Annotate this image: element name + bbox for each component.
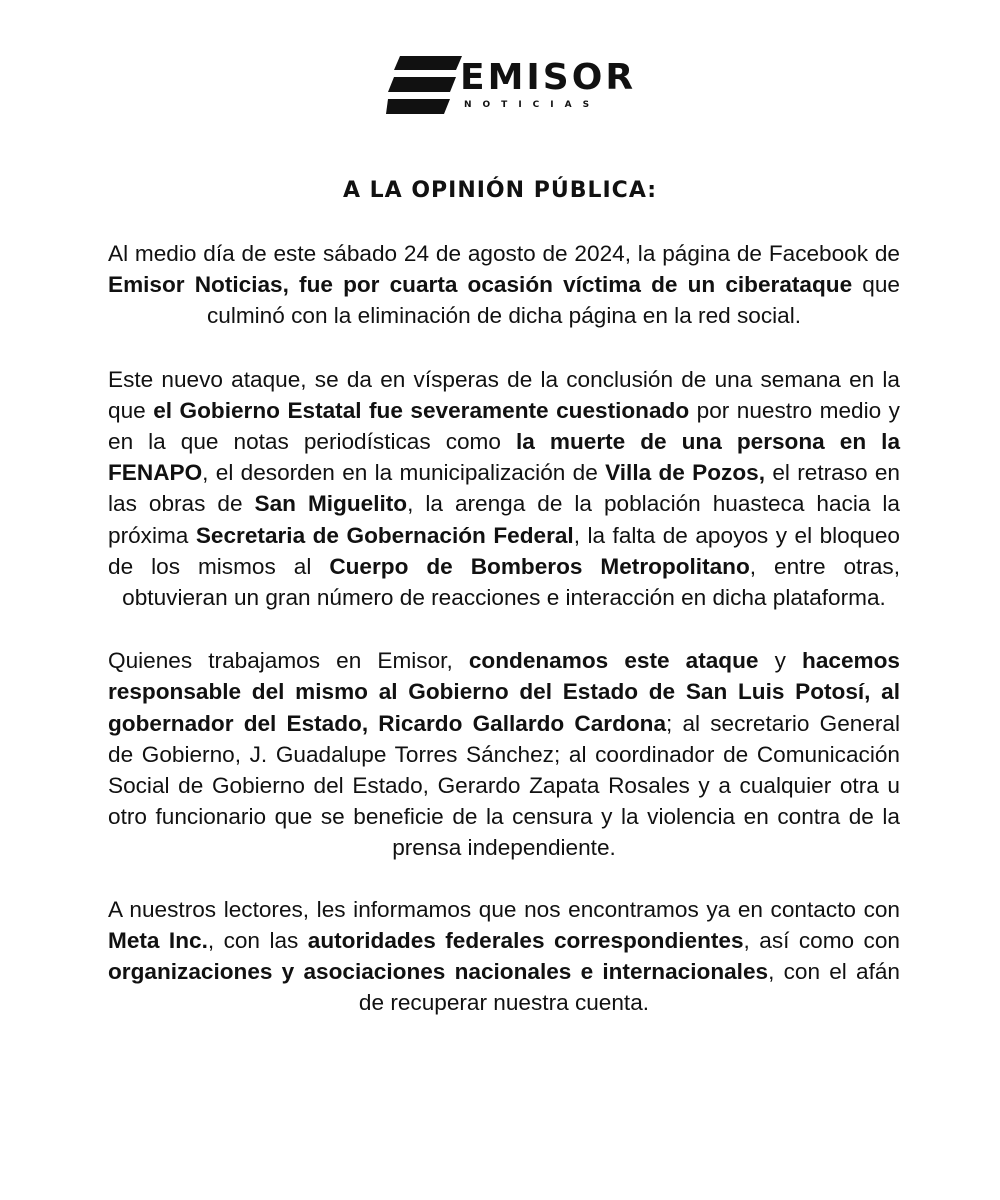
emphasis-run: Cuerpo de Bomberos Metropolitano bbox=[329, 553, 750, 579]
paragraph bbox=[108, 894, 900, 1019]
emphasis-run: Villa de Pozos, bbox=[605, 460, 765, 486]
paragraph bbox=[108, 645, 900, 863]
text-run: , la falta de apoyos y el bloqueo de los mismos al bbox=[108, 522, 900, 579]
emisor-logo bbox=[386, 56, 637, 120]
emphasis-run: hacemos responsable del mismo al Gobierno del Estado de San Luis Potosí, al gobernador del Estado, Ricardo Gallardo Cardona bbox=[108, 648, 900, 736]
text-run: Este nuevo ataque, se da en vísperas de la conclusión de una semana en la que bbox=[108, 366, 900, 423]
text-run: , así como con bbox=[743, 927, 900, 953]
emphasis-run: autoridades federales correspondientes bbox=[307, 927, 744, 953]
paragraph bbox=[108, 364, 900, 614]
text-run: el retraso en las obras de bbox=[108, 460, 900, 517]
text-run: , con las bbox=[207, 927, 308, 953]
text-run: que culminó con la eliminación de dicha página en la red social. bbox=[206, 272, 900, 329]
emphasis-run: el Gobierno Estatal fue severamente cuestionado bbox=[153, 397, 690, 423]
text-run: , la arenga de la población huasteca hacia la próxima bbox=[108, 491, 900, 548]
text-run: , entre otras, obtuvieran un gran número de reacciones e interacción en dicha plataforma. bbox=[122, 553, 900, 611]
page-title: A LA OPINIÓN PÚBLICA: bbox=[342, 178, 658, 203]
emphasis-run: Meta Inc. bbox=[108, 927, 208, 953]
text-run: ; al secretario General de Gobierno, J. Guadalupe Torres Sánchez; al coordinador de Comunicación Social de Gobierno del Estado, Gerardo Zapata Rosales y a cualquier otra u otro funcionario que se beneficie de la censura y la violencia en contra de la prensa independiente. bbox=[108, 710, 900, 861]
text-run: por nuestro medio y en la que notas periodísticas como bbox=[108, 397, 900, 455]
statement-body bbox=[108, 238, 900, 1050]
emphasis-run: condenamos este ataque bbox=[468, 648, 759, 674]
logo-subtitle: NOTICIAS bbox=[464, 100, 601, 110]
emphasis-run: la muerte de una persona en la FENAPO bbox=[108, 429, 901, 486]
emphasis-run: organizaciones y asociaciones nacionales e internacionales bbox=[108, 959, 769, 985]
emphasis-run: Emisor Noticias, fue por cuarta ocasión víctima de un ciberataque bbox=[108, 272, 853, 298]
text-run: , el desorden en la municipalización de bbox=[202, 460, 606, 486]
text-run: A nuestros lectores, les informamos que nos encontramos ya en contacto con bbox=[108, 896, 900, 922]
emphasis-run: San Miguelito bbox=[254, 491, 408, 517]
text-run: Quienes trabajamos en Emisor, bbox=[108, 648, 469, 674]
text-run: , con el afán de recuperar nuestra cuenta. bbox=[358, 959, 900, 1016]
text-run: Al medio día de este sábado 24 de agosto de 2024, la página de Facebook de bbox=[108, 241, 900, 266]
logo-wordmark: EMISOR bbox=[460, 57, 637, 98]
emisor-logo-icon bbox=[386, 56, 462, 114]
paragraph bbox=[108, 238, 900, 332]
emphasis-run: Secretaria de Gobernación Federal bbox=[195, 522, 574, 548]
text-run: y bbox=[758, 648, 803, 674]
